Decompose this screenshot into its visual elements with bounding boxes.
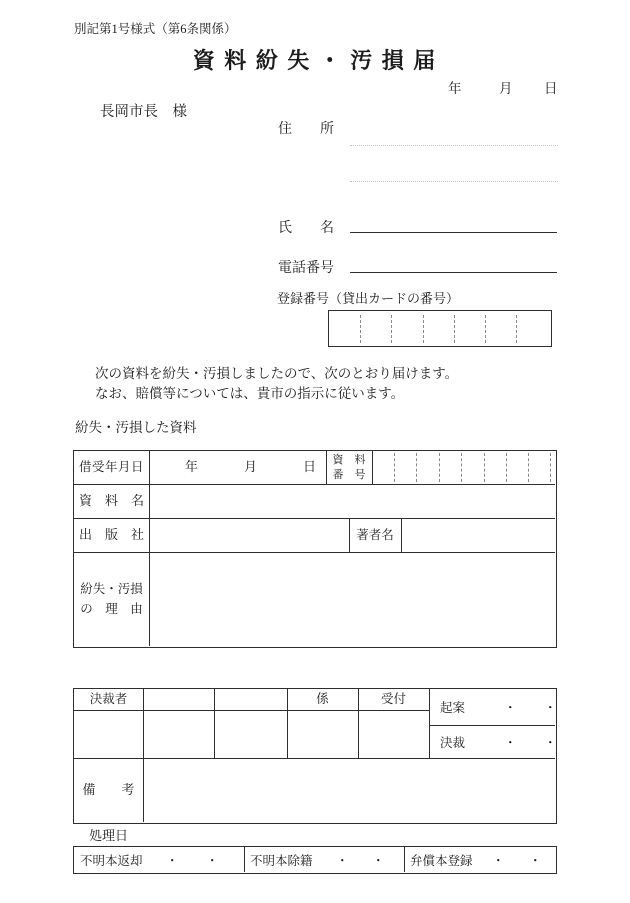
decision-label: 決裁: [440, 735, 466, 750]
phone-line: [350, 272, 557, 273]
registration-box-divider: [454, 315, 455, 343]
statement-line-1: 次の資料を紛失・汚損しましたので、次のとおり届けます。: [95, 366, 459, 381]
return-label: 不明本返却: [80, 853, 143, 868]
address-label: 住 所: [278, 122, 334, 137]
date-month-label: 月: [499, 81, 513, 96]
publisher-label: 出 版 社: [78, 526, 144, 542]
registration-box-divider: [423, 315, 424, 343]
registration-box-divider: [360, 315, 361, 343]
form-title: 資 料 紛 失 ・ 汚 損 届: [192, 48, 438, 73]
author-label: 著者名: [356, 527, 394, 542]
material-number-divider: [484, 453, 485, 482]
statement-line-2: なお、賠償等については、貴市の指示に従います。: [95, 386, 405, 401]
name-label: 氏 名: [278, 221, 334, 236]
processing-date-label: 処理日: [89, 828, 129, 843]
registration-box-divider: [485, 315, 486, 343]
material-number-label-line1: 資 料: [332, 454, 366, 467]
phone-label: 電話番号: [278, 261, 334, 276]
draft-date-dot: ・: [544, 701, 557, 715]
return-date-dot: ・: [166, 853, 179, 868]
date-year-label: 年: [448, 81, 462, 96]
material-number-label-line2: 番 号: [332, 468, 366, 481]
draft-label: 起案: [440, 701, 466, 715]
compensation-label: 弁償本登録: [410, 853, 473, 868]
material-section-title: 紛失・汚損した資料: [75, 420, 197, 435]
borrow-day-label: 日: [302, 459, 316, 475]
decision-date-dot: ・: [504, 735, 517, 750]
registration-box-divider: [516, 315, 517, 343]
approval-table-line: [143, 689, 144, 758]
material-number-divider: [416, 453, 417, 482]
registration-box-divider: [391, 315, 392, 343]
material-number-divider: [550, 453, 551, 482]
loss-reason-label-line2: の 理 由: [80, 602, 143, 616]
decision-date-dot: ・: [544, 735, 557, 750]
compensation-date-dot: ・: [529, 853, 542, 868]
registration-number-label: 登録番号（貸出カードの番号）: [277, 291, 460, 306]
name-line: [350, 232, 557, 233]
removal-date-dot: ・: [336, 853, 349, 868]
decision-date-cell: [429, 725, 555, 758]
staff-label: 係: [316, 692, 329, 707]
compensation-date-cell: [404, 847, 558, 872]
reception-label: 受付: [380, 692, 406, 707]
return-date-dot: ・: [206, 853, 219, 868]
material-name-label: 資 料 名: [78, 492, 144, 508]
address-line-1: [350, 145, 558, 146]
borrow-month-label: 月: [243, 459, 257, 475]
borrow-date-cell: [149, 451, 326, 484]
material-number-label: [326, 451, 372, 484]
address-line-2: [350, 181, 558, 182]
return-date-cell: [74, 847, 244, 872]
approval-table-line: [214, 689, 215, 758]
loss-reason-input-area: [149, 552, 555, 646]
approver-label: 決裁者: [89, 692, 128, 707]
loss-reason-label-line1: 紛失・汚損: [80, 582, 143, 596]
loss-reason-label: [74, 552, 149, 646]
compensation-date-dot: ・: [492, 853, 505, 868]
borrow-date-label: 借受年月日: [78, 460, 144, 475]
material-number-divider: [439, 453, 440, 482]
approval-table: [73, 688, 557, 824]
material-table-line: [372, 451, 373, 484]
date-day-label: 日: [544, 81, 558, 96]
notes-input-area: [143, 758, 555, 822]
material-name-input-area: [149, 484, 555, 518]
approval-table-line: [74, 710, 429, 711]
draft-date-cell: [429, 689, 555, 725]
processing-table: [73, 846, 557, 874]
draft-date-dot: ・: [504, 701, 517, 715]
form-style-note: 別記第1号様式（第6条関係）: [74, 22, 237, 36]
material-table-line: [401, 518, 402, 552]
addressee-label: 長岡市長 様: [100, 104, 187, 120]
material-number-divider: [394, 453, 395, 482]
notes-label: 備 考: [82, 781, 135, 797]
registration-number-box: [328, 310, 552, 347]
borrow-year-label: 年: [185, 459, 199, 475]
material-number-divider: [506, 453, 507, 482]
material-number-divider: [461, 453, 462, 482]
removal-date-cell: [244, 847, 404, 872]
removal-label: 不明本除籍: [250, 853, 313, 868]
material-number-divider: [528, 453, 529, 482]
material-table: [73, 450, 557, 648]
removal-date-dot: ・: [372, 853, 385, 868]
